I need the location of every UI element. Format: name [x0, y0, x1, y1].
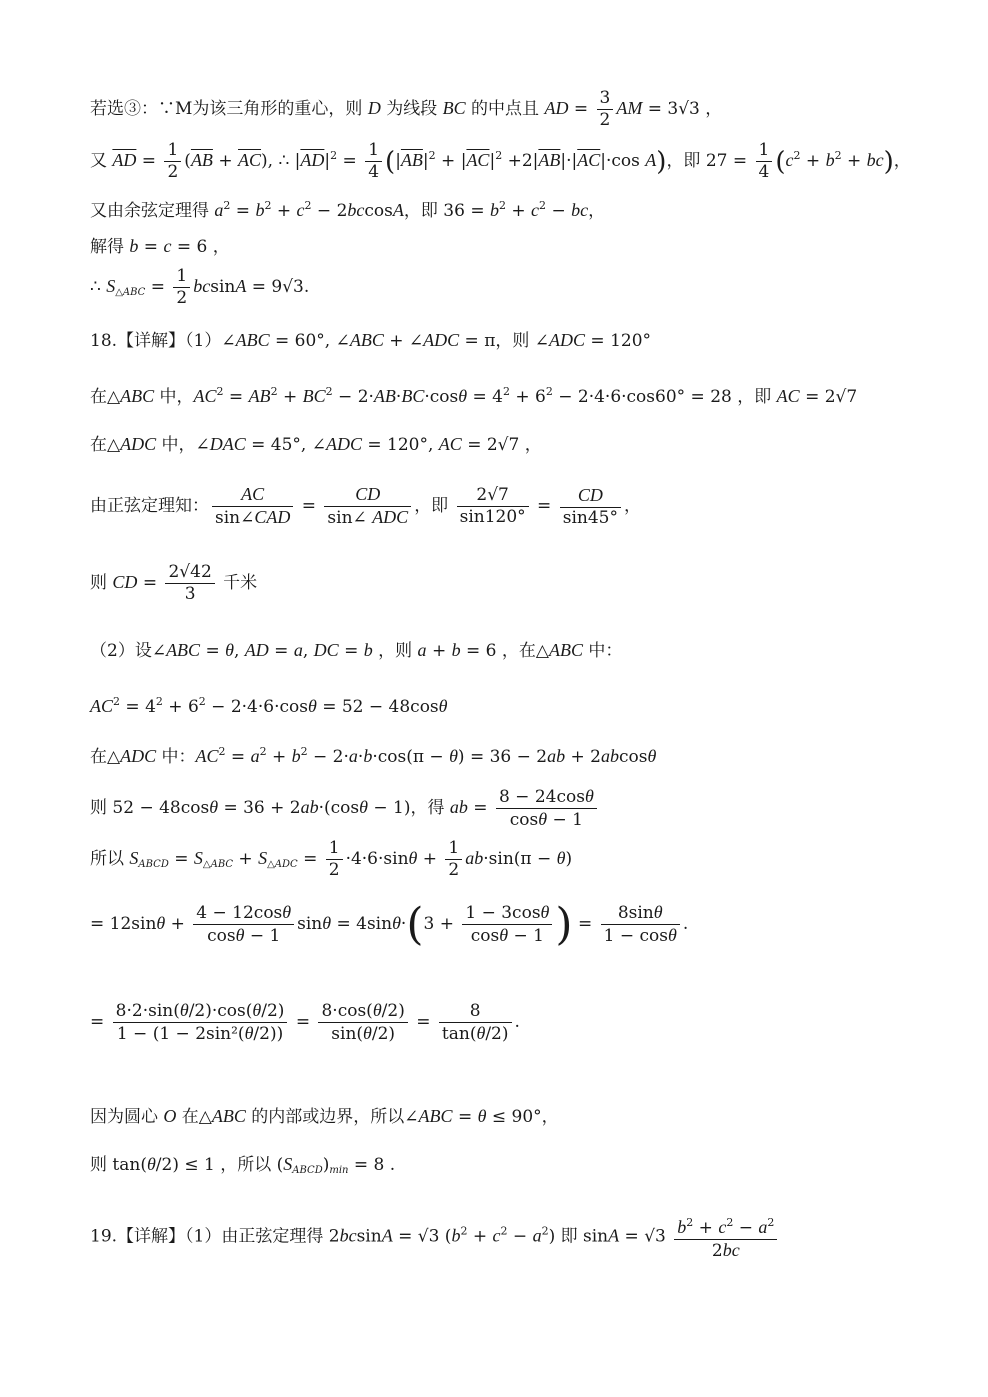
solution-line: 在△ADC 中，∠DAC = 45°, ∠ADC = 120°, AC = 2√7 ， — [90, 434, 542, 455]
solution-line: 若选③：∵M为该三角形的重心，则 D 为线段 BC 的中点且 AD = $\frac{3}{2}$ AM = 3√3 ， — [90, 88, 723, 130]
solution-line: = $\frac{8\cdot 2\cdot\sin(\theta/2)\cdot\cos(\theta/2)}{\text{1 − (1 − 2sin²(θ/2))}}$ = $\frac{8\cdot\cos(\theta/2)}{\sin(\theta/2)}$ = $\frac{8}{\tan(\theta/2)}$ . — [90, 1000, 520, 1044]
solution-line: 解得 b = c = 6 ， — [90, 236, 230, 257]
solution-line: 在△ADC 中：$AC^2 = a^2 + b^2 - 2\cdot a\cdot b\cdot\cos(\pi - \theta) = 36 - 2ab + 2abcos\theta$ — [90, 745, 657, 767]
solution-line: 由正弦定理知： $\frac{AC}{\text{sin∠CAD}}$ = $\frac{CD}{\text{sin∠ ADC}}$ ，即 $\frac{2√7}{\sin 120^\circ}$ = $\frac{CD}{\sin 45^\circ}$ ， — [90, 484, 641, 528]
solution-line: 又 $\overline{AD}$ = $\frac{1}{2}$ $(\overline{AB} + \overline{AC})$, ∴ $|\overline{AD}|^2$ = $\frac{1}{4}$ ($|\overline{AB}|^2 + |\overline{AC}|^2 +2|\overline{AB}|\cdot|\overline{AC}|\cdot\cos$ A)，即 27 = $\frac{1}{4}$ $(c^2 + b^2 + bc)$， — [90, 140, 911, 182]
solution-line: 则 52 − 48cosθ = 36 + 2ab·(cosθ − 1)，得 ab = $\frac{8 - 24\cos\theta}{\cos\theta - 1}$ — [90, 786, 600, 831]
solution-line: 在△ABC 中，$AC^2 = AB^2 + BC^2 - 2\cdot AB\cdot BC\cdot\cos\theta = 4^2 + 6^2 - 2\cdot 4\cdot 6\cdot\cos 60^\circ = 28$ ，即 AC = 2√7 — [90, 385, 858, 407]
section-heading: 19.【详解】（1）由正弦定理得 2bcsinA = √3 $(b^2 + c^2 - a^2)$ 即 sinA = √3 $\frac{b^2 + c^2 - a^2}{2bc}$ — [90, 1212, 780, 1262]
solution-line: 则 CD = $\frac{2√42}{3}$ 千米 — [90, 562, 258, 604]
solution-line: 又由余弦定理得 $a^2 = b^2 + c^2 - 2bccosA$，即 $36 = b^2 + c^2$ − bc， — [90, 199, 606, 221]
solution-line: （2）设∠ABC = θ, AD = a, DC = b ，则 a + b = 6 ，在△ABC 中： — [90, 640, 623, 661]
section-heading: 18.【详解】（1）∠ABC = 60°, ∠ABC + ∠ADC = π，则 ∠ADC = 120° — [90, 330, 652, 351]
solution-line: 因为圆心 O 在△ABC 的内部或边界，所以∠ABC = θ ≤ 90°， — [90, 1106, 559, 1127]
solution-line: ∴ $S_{\triangle ABC}$ = $\frac{1}{2}$ bcsinA = 9√3. — [90, 266, 310, 308]
solution-line: 则 tan(θ/2) ≤ 1 ，所以 $(S_{ABCD})_{min} = 8$ . — [90, 1154, 396, 1176]
solution-line: 所以 $S_{ABCD} = S_{\triangle ABC} + S_{\triangle ADC}$ = $\frac{1}{2}$ ·4·6·sinθ + $\frac{1}{2}$ ab·sin(π − θ) — [90, 838, 573, 880]
solution-line: = 12sinθ + $\frac{4 - 12\cos\theta}{\cos\theta - 1}$ sinθ = 4sinθ·(3 + $\frac{1 - 3\cos\theta}{\cos\theta - 1}$ ) = $\frac{8\sin\theta}{1 - \cos\theta}$ . — [90, 899, 689, 950]
solution-line: $AC^2 = 4^2 + 6^2 - 2\cdot 4\cdot 6\cdot\cos\theta = 52 - 48\cos\theta$ — [90, 695, 448, 717]
